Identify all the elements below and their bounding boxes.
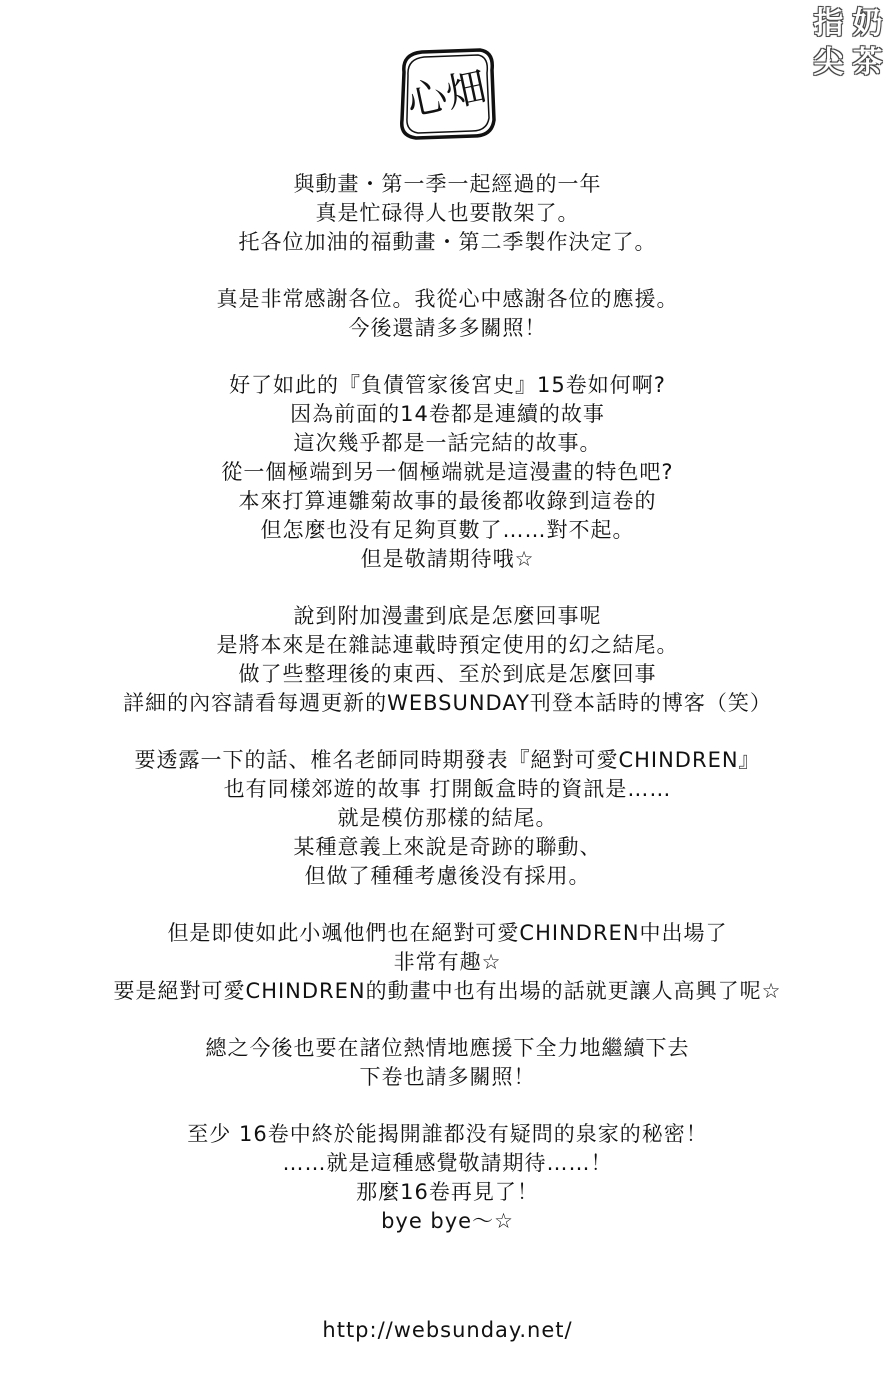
text-line: 這次幾乎都是一話完結的故事。 [293,431,602,455]
text-line: 但做了種種考慮後没有採用。 [304,864,591,888]
author-seal-stamp [392,42,502,142]
paragraph [40,602,855,718]
text-line: 要透露一下的話、椎名老師同時期發表『絕對可愛CHINDREN』 [134,748,761,772]
text-line: 今後還請多多關照！ [348,316,547,340]
text-line: 要是絕對可愛CHINDREN的動畫中也有出場的話就更讓人高興了呢☆ [113,979,782,1003]
paragraph [40,371,855,574]
text-line: 真是忙碌得人也要散架了。 [315,201,580,225]
text-line: 好了如此的『負債管家後宮史』15卷如何啊? [229,373,666,397]
text-line: 下卷也請多關照！ [359,1065,536,1089]
text-line: 至少 16卷中終於能揭開誰都没有疑問的泉家的秘密！ [187,1122,708,1146]
paragraph [40,285,855,343]
text-line: 非常有趣☆ [393,950,502,974]
text-line: 從一個極端到另一個極端就是這漫畫的特色吧? [221,460,674,484]
watermark-char: 奶 [852,6,883,41]
text-line: ……就是這種感覺敬請期待……！ [282,1151,613,1175]
website-url: http://websunday.net/ [322,1318,573,1342]
paragraph [40,1034,855,1092]
text-line: 與動畫・第一季一起經過的一年 [293,172,602,196]
watermark-char: 尖 [813,45,844,80]
paragraph [40,746,855,891]
seal-text: 心畑 [402,64,491,126]
text-line: 本來打算連雛菊故事的最後都收錄到這卷的 [238,489,657,513]
text-line: bye bye～☆ [381,1209,514,1233]
text-line: 但是即使如此小颯他們也在絕對可愛CHINDREN中出場了 [167,921,728,945]
text-line: 就是模仿那樣的結尾。 [337,806,558,830]
watermark-char: 指 [813,6,844,41]
text-line: 總之今後也要在諸位熱情地應援下全力地繼續下去 [205,1036,690,1060]
text-line: 說到附加漫畫到底是怎麼回事呢 [293,604,602,628]
text-line: 詳細的內容請看每週更新的WEBSUNDAY刊登本話時的博客（笑） [123,691,772,715]
text-line: 因為前面的14卷都是連續的故事 [290,402,605,426]
text-line: 但怎麼也没有足夠頁數了……對不起。 [260,518,635,542]
text-line: 是將本來是在雜誌連載時預定使用的幻之結尾。 [216,633,679,657]
paragraph [40,1120,855,1236]
text-line: 但是敬請期待哦☆ [360,547,535,571]
paragraph [40,170,855,257]
text-line: 真是非常感謝各位。我從心中感謝各位的應援。 [216,287,679,311]
afterword-text [40,170,855,1264]
watermark-logo [809,4,887,82]
text-line: 某種意義上來說是奇跡的聯動、 [293,835,602,859]
text-line: 也有同樣郊遊的故事 打開飯盒時的資訊是…… [223,777,672,801]
text-line: 那麼16卷再見了！ [356,1180,539,1204]
text-line: 做了些整理後的東西、至於到底是怎麼回事 [238,662,657,686]
watermark-char: 茶 [852,45,883,80]
paragraph [40,919,855,1006]
text-line: 托各位加油的福動畫・第二季製作決定了。 [238,230,657,254]
